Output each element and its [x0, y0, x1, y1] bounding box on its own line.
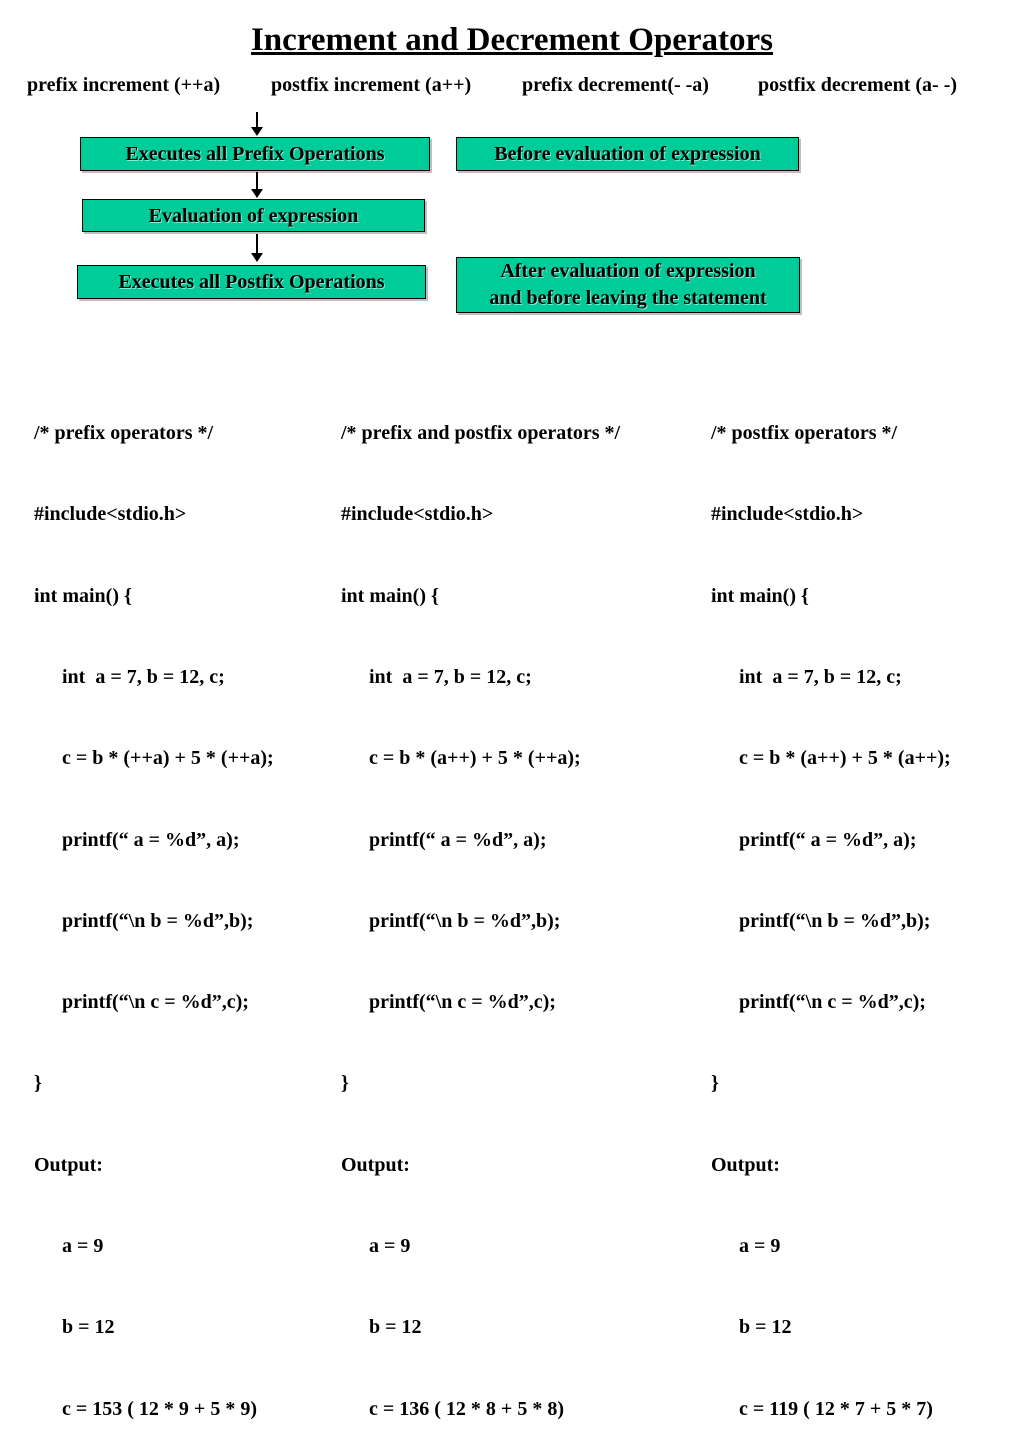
code-close: } — [711, 1072, 719, 1095]
operator-prefix-decrement: prefix decrement(- -a) — [522, 74, 709, 96]
code-comment: /* postfix operators */ — [711, 422, 898, 445]
code-include: #include<stdio.h> — [34, 503, 187, 526]
flow-note-after-line2: and before leaving the statement — [489, 287, 767, 309]
code-declaration: int a = 7, b = 12, c; — [739, 666, 902, 689]
code-main: int main() { — [34, 584, 132, 607]
code-expression: c = b * (++a) + 5 * (++a); — [62, 747, 274, 770]
code-block-postfix — [711, 366, 951, 1450]
output-b: b = 12 — [739, 1316, 792, 1339]
code-main: int main() { — [711, 584, 809, 607]
code-print-c: printf(“\n c = %d”,c); — [739, 991, 926, 1014]
code-print-b: printf(“\n b = %d”,b); — [369, 909, 561, 932]
code-print-b: printf(“\n b = %d”,b); — [62, 909, 254, 932]
code-block-prefix — [34, 366, 274, 1450]
flow-step-prefix: Executes all Prefix Operations — [80, 137, 430, 171]
code-print-a: printf(“ a = %d”, a); — [62, 828, 240, 851]
code-include: #include<stdio.h> — [341, 503, 494, 526]
operator-postfix-increment: postfix increment (a++) — [271, 74, 472, 96]
operator-prefix-increment: prefix increment (++a) — [27, 74, 221, 96]
code-comment: /* prefix and postfix operators */ — [341, 422, 621, 445]
code-declaration: int a = 7, b = 12, c; — [62, 666, 225, 689]
operator-postfix-decrement: postfix decrement (a- -) — [758, 74, 958, 96]
output-label: Output: — [341, 1153, 410, 1176]
code-close: } — [341, 1072, 349, 1095]
output-b: b = 12 — [62, 1316, 115, 1339]
code-expression: c = b * (a++) + 5 * (a++); — [739, 747, 951, 770]
code-expression: c = b * (a++) + 5 * (++a); — [369, 747, 581, 770]
output-b: b = 12 — [369, 1316, 422, 1339]
output-c: c = 153 ( 12 * 9 + 5 * 9) — [62, 1397, 257, 1420]
arrow-down-icon — [251, 172, 263, 198]
code-print-a: printf(“ a = %d”, a); — [739, 828, 917, 851]
output-a: a = 9 — [62, 1235, 104, 1257]
code-print-c: printf(“\n c = %d”,c); — [62, 991, 249, 1014]
code-main: int main() { — [341, 584, 439, 607]
code-block-prefix-postfix — [341, 366, 620, 1450]
code-print-c: printf(“\n c = %d”,c); — [369, 991, 556, 1014]
flow-note-after — [456, 257, 800, 313]
flow-note-after-line1: After evaluation of expression — [500, 260, 756, 282]
code-print-b: printf(“\n b = %d”,b); — [739, 909, 931, 932]
code-include: #include<stdio.h> — [711, 503, 864, 526]
code-declaration: int a = 7, b = 12, c; — [369, 666, 532, 689]
code-print-a: printf(“ a = %d”, a); — [369, 828, 547, 851]
flow-step-postfix: Executes all Postfix Operations — [77, 265, 426, 299]
output-label: Output: — [711, 1153, 780, 1176]
code-comment: /* prefix operators */ — [34, 422, 214, 445]
page-title: Increment and Decrement Operators — [250, 22, 774, 58]
output-c: c = 136 ( 12 * 8 + 5 * 8) — [369, 1397, 564, 1420]
flow-step-evaluation: Evaluation of expression — [82, 199, 425, 232]
output-label: Output: — [34, 1153, 103, 1176]
output-a: a = 9 — [369, 1235, 411, 1257]
output-c: c = 119 ( 12 * 7 + 5 * 7) — [739, 1397, 933, 1420]
output-a: a = 9 — [739, 1235, 781, 1257]
flow-note-before: Before evaluation of expression — [456, 137, 799, 171]
code-close: } — [34, 1072, 42, 1095]
arrow-down-icon — [251, 234, 263, 262]
arrow-down-icon — [251, 112, 263, 136]
